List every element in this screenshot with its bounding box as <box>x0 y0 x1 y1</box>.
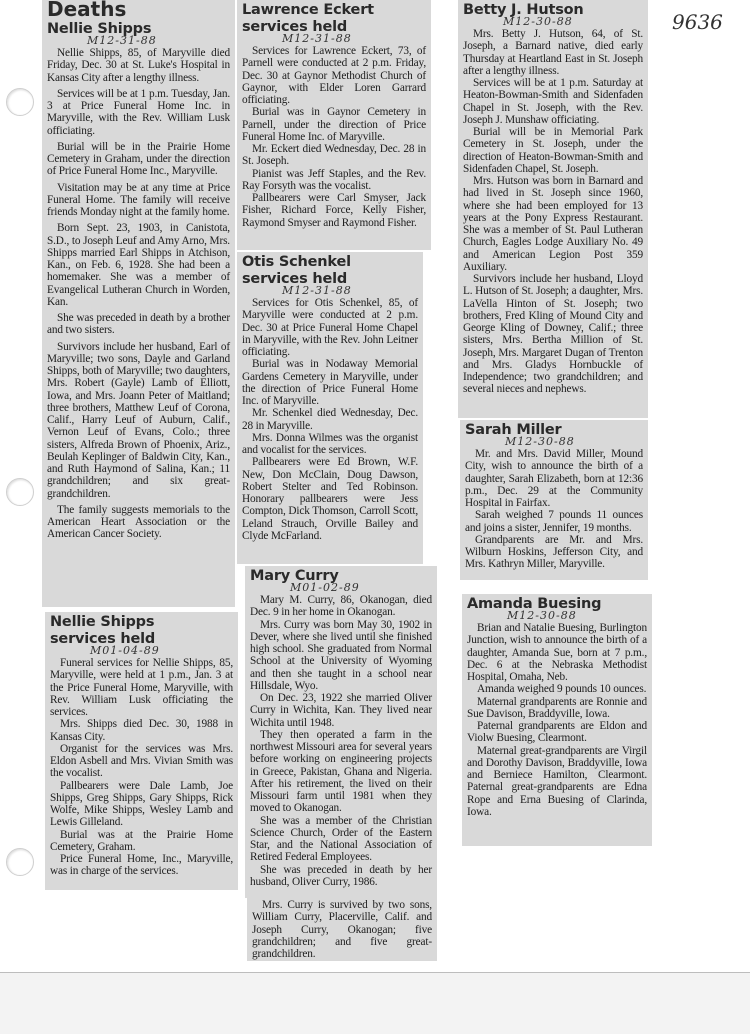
headline: Nellie Shipps <box>50 614 155 630</box>
article-paragraph: Organist for the services was Mrs. Eldon Asbell and Mrs. Vivian Smith was the vocalist. <box>50 742 233 780</box>
article-paragraph: Paternal grandparents are Eldon and Violw Buesing, Clearmont. <box>467 720 647 745</box>
article-paragraph: Visitation may be at any time at Price Funeral Home. The family will receive friends Monday night at the family home. <box>47 181 230 218</box>
article-paragraph: Born Sept. 23, 1903, in Canistota, S.D., to Joseph Leuf and Amy Arno, Mrs. Shipps married Earl Shipps in Atchison, Kan., on Feb. 6, 1928. She had been a homemaker. She was a member of Evangelical Lutheran Church in Worden, Kan. <box>47 222 230 308</box>
article-paragraph: Pallbearers were Carl Smyser, Jack Fisher, Richard Force, Kelly Fisher, Raymond Smyser and Raymond Fisher. <box>242 192 426 229</box>
handwritten-date-note: M01-04-89 <box>90 644 160 657</box>
section-heading: Deaths <box>47 0 127 21</box>
headline: Amanda Buesing <box>467 596 602 612</box>
punch-hole <box>6 848 34 876</box>
article-paragraph: On Dec. 23, 1922 she married Oliver Curry in Wichita, Kan. They lived near Wichita until 1948. <box>250 692 432 729</box>
article-paragraph: Mrs. Hutson was born in Barnard and had lived in St. Joseph since 1960, where she had been employed for 13 years at the Pony Express Restaurant. She was a member of St. Paul Lutheran Church, Eagles Lodge Auxiliary No. 49 and American Legion Post 359 Auxiliary. <box>463 175 643 273</box>
article-paragraph: Services will be at 1 p.m. Tuesday, Jan. 3 at Price Funeral Home Inc. in Maryville, with the Rev. William Lusk officiating. <box>47 87 230 137</box>
article-paragraph: Burial was in Nodaway Memorial Gardens Cemetery in Maryville, under the direction of Price Funeral Home Inc. of Maryville. <box>242 358 418 407</box>
article-paragraph: Amanda weighed 9 pounds 10 ounces. <box>477 683 647 696</box>
headline: services held <box>50 631 156 647</box>
article-paragraph: Funeral services for Nellie Shipps, 85, Maryville, were held at 1 p.m., Jan. 3 at the Price Funeral Home, Maryville, with Rev. William Lusk officiating the services. <box>50 657 233 718</box>
headline: Betty J. Hutson <box>463 2 584 18</box>
article-paragraph: She was preceded in death by a brother and two sisters. <box>47 312 230 337</box>
article-paragraph: Brian and Natalie Buesing, Burlington Junction, wish to announce the birth of a daughter, Amanda Sue, born at 7 p.m., Dec. 6 at the Nebraska Methodist Hospital, Omaha, Neb. <box>467 622 647 683</box>
news-clipping <box>458 0 648 418</box>
news-clipping <box>245 566 437 898</box>
article-paragraph: Nellie Shipps, 85, of Maryville died Friday, Dec. 30 at St. Luke's Hospital in Kansas City after a lengthy illness. <box>47 47 230 84</box>
article-paragraph: They then operated a farm in the northwest Missouri area for several years before working on engineering projects in Greece, Pakistan, Ghana and Nigeria. After his retirement, the lived on their Missouri farm until 1981 when they moved to Okanogan. <box>250 728 432 815</box>
article-paragraph: She was a member of the Christian Science Church, Order of the Eastern Star, and the National Association of Retired Federal Employees. <box>250 814 432 864</box>
article-paragraph: Mrs. Betty J. Hutson, 64, of St. Joseph, a Barnard native, died early Thursday at Heartland East in St. Joseph after a lengthy illness. <box>463 28 643 77</box>
headline: Sarah Miller <box>465 422 562 438</box>
article-paragraph: Survivors include her husband, Earl of Maryville; two sons, Dayle and Garland Shipps, both of Maryville; two daughters, Mrs. Robert (Gayle) Lamb of Elliott, Iowa, and Mrs. Joann Peter of Maitland; three brothers, Matthew Leuf of Corona, Calif., Harry Leuf of Auburn, Calif., Vernon Leuf of Evans, Colo.; three sisters, Alfreda Brown of Phoenix, Ariz., Beulah Keplinger of Baldwin City, Kan., and Ruth Haymond of Salina, Kan.; 11 grandchildren; and six great-grandchildren. <box>47 340 230 500</box>
news-clipping <box>460 420 648 580</box>
punch-hole <box>6 478 34 506</box>
article-paragraph: Mr. Eckert died Wednesday, Dec. 28 in St. Joseph. <box>242 143 426 168</box>
news-clipping <box>462 594 652 846</box>
article-paragraph: Maternal grandparents are Ronnie and Sue Davison, Braddyville, Iowa. <box>467 695 647 720</box>
handwritten-date-note: M12-31-88 <box>282 32 352 45</box>
handwritten-page-number: 9636 <box>672 10 723 34</box>
punch-hole <box>6 88 34 116</box>
handwritten-date-note: M01-02-89 <box>290 581 360 594</box>
article-paragraph: Burial will be in Memorial Park Cemetery in St. Joseph, under the direction of Heaton-Bowman-Smith and Sidenfaden Chapel, St. Joseph. <box>463 126 643 175</box>
news-clipping <box>237 252 423 564</box>
handwritten-date-note: M12-31-88 <box>87 34 157 47</box>
article-paragraph: Pianist was Jeff Staples, and the Rev. Ray Forsyth was the vocalist. <box>242 167 426 192</box>
article-paragraph: Burial was in Gaynor Cemetery in Parnell, under the direction of Price Funeral Home Inc. of Maryville. <box>242 106 426 143</box>
article-paragraph: Sarah weighed 7 pounds 11 ounces and joins a sister, Jennifer, 19 months. <box>465 509 643 534</box>
article-paragraph: Services for Lawrence Eckert, 73, of Parnell were conducted at 2 p.m. Friday, Dec. 30 at Gaynor Methodist Church of Gaynor, with Elder Loren Garrard officiating. <box>242 45 426 106</box>
news-clipping <box>42 0 235 607</box>
article-paragraph: Mrs. Donna Wilmes was the organist and vocalist for the services. <box>242 431 418 456</box>
article-paragraph: She was preceded in death by her husband, Oliver Curry, 1986. <box>250 863 432 888</box>
article-paragraph: Price Funeral Home, Inc., Maryville, was in charge of the services. <box>50 853 233 878</box>
article-paragraph: Survivors include her husband, Lloyd L. Hutson of St. Joseph; a daughter, Mrs. LaVella Hinton of St. Joseph; two brothers, Fred Kling of Mound City and George Kling of Downey, Calif.; three sisters, Mrs. Bertha Million of St. Joseph, Mrs. Margaret Dugan of Trenton and Mrs. Gladys Hornbuckle of Independence; two grandchildren; and several nieces and nephews. <box>463 273 643 396</box>
article-paragraph: Mrs. Curry is survived by two sons, William Curry, Placerville, Calif. and Joseph Curry, Okanogan; five grandchildren; and five great-grandchildren. <box>252 899 432 960</box>
article-paragraph: Mary M. Curry, 86, Okanogan, died Dec. 9 in her home in Okanogan. <box>250 594 432 619</box>
article-paragraph: Mrs. Curry was born May 30, 1902 in Dever, where she lived until she finished high school. She graduated from Normal School at the University of Wyoming and then she taught in a school near Hillsdale, Wyo. <box>250 618 432 692</box>
headline: Otis Schenkel <box>242 254 351 270</box>
scanner-bed-edge <box>0 972 750 1034</box>
article-paragraph: Grandparents are Mr. and Mrs. Wilburn Hoskins, Jefferson City, and Mrs. Kathryn Miller, Maryville. <box>465 533 643 571</box>
article-paragraph: Mr. and Mrs. David Miller, Mound City, wish to announce the birth of a daughter, Sarah Elizabeth, born at 12:36 p.m., Dec. 29 at the Community Hospital in Fairfax. <box>465 448 643 509</box>
article-paragraph: Services for Otis Schenkel, 85, of Maryville were conducted at 2 p.m. Dec. 30 at Price Funeral Home Chapel in Maryville, with the Rev. John Leitner officiating. <box>242 297 418 358</box>
news-clipping <box>237 0 431 250</box>
headline: Mary Curry <box>250 568 339 584</box>
handwritten-date-note: M12-30-88 <box>503 15 573 28</box>
article-paragraph: Services will be at 1 p.m. Saturday at Heaton-Bowman-Smith and Sidenfaden Chapel in St. Joseph, with the Rev. Joseph J. Munshaw officiating. <box>463 77 643 126</box>
handwritten-date-note: M12-30-88 <box>507 609 577 622</box>
article-paragraph: Pallbearers were Ed Brown, W.F. New, Don McClain, Doug Dawson, Robert Stelter and Ted Robinson. Honorary pallbearers were Jess Compton, Dick Thomson, Carroll Scott, Leland Strauch, Orville Bailey and Clyde McFarland. <box>242 456 418 542</box>
handwritten-date-note: M12-31-88 <box>282 284 352 297</box>
news-clipping <box>45 612 238 890</box>
headline: Nellie Shipps <box>47 21 152 37</box>
news-clipping <box>247 897 437 961</box>
headline: Lawrence Eckert <box>242 2 374 18</box>
article-paragraph: Burial will be in the Prairie Home Cemetery in Graham, under the direction of Price Funeral Home Inc., Maryville. <box>47 140 230 178</box>
handwritten-date-note: M12-30-88 <box>505 435 575 448</box>
article-paragraph: The family suggests memorials to the American Heart Association or the American Cancer Society. <box>47 503 230 541</box>
article-paragraph: Burial was at the Prairie Home Cemetery, Graham. <box>50 828 233 853</box>
article-paragraph: Mr. Schenkel died Wednesday, Dec. 28 in Maryville. <box>242 407 418 432</box>
article-paragraph: Pallbearers were Dale Lamb, Joe Shipps, Greg Shipps, Gary Shipps, Rick Wolfe, Mike Shipps, Wesley Lamb and Lewis Gilleland. <box>50 779 233 829</box>
article-paragraph: Maternal great-grandparents are Virgil and Dorothy Davison, Braddyville, Iowa and Berniece Hamilton, Clearmont. Paternal great-grandparents are Edna Rope and Erna Buesing of Clarinda, Iowa. <box>467 744 647 818</box>
headline: services held <box>242 271 348 287</box>
headline: services held <box>242 19 348 35</box>
article-paragraph: Mrs. Shipps died Dec. 30, 1988 in Kansas City. <box>50 718 233 743</box>
